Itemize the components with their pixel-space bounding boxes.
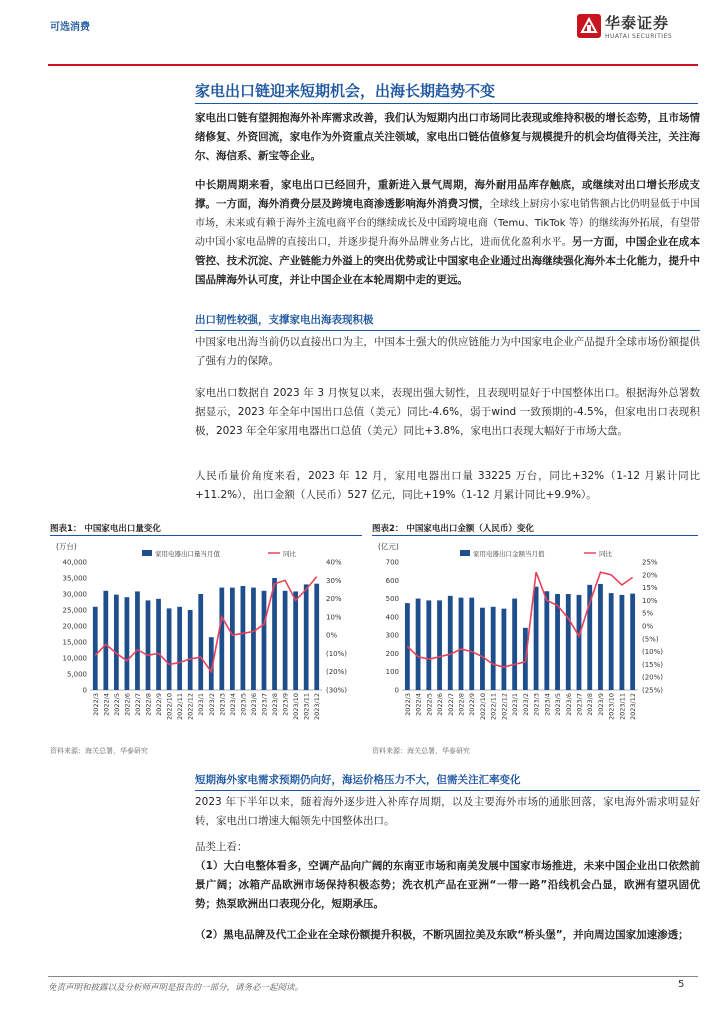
bar [416,599,421,690]
y2-tick-label: 0% [326,631,338,640]
bar [598,584,603,690]
x-tick-label: 2022/3 [91,693,100,716]
x-tick-label: 2023/7 [575,693,584,716]
bar [272,578,277,690]
bar [501,609,506,690]
y2-tick-label: (30%) [326,686,348,695]
midterm-paragraph [195,176,700,290]
chart1-title-rule [50,535,362,536]
y2-tick-label: (20%) [642,673,664,682]
chart2-export-value [372,538,698,738]
bar [426,600,431,690]
x-tick-label: 2022/6 [123,693,132,716]
page-number: 5 [678,979,685,990]
bar [177,607,182,690]
y2-tick-label: 20% [326,595,342,604]
chart1-source: 资料来源：海关总署，华泰研究 [50,747,148,755]
x-tick-label: 2023/4 [543,693,552,716]
x-tick-label: 2022/8 [457,693,466,716]
bar [262,591,267,690]
y-tick-label: 400 [385,613,399,622]
bar [459,598,464,690]
x-tick-label: 2022/12 [500,693,509,721]
x-tick-label: 2022/10 [478,693,487,721]
y2-tick-label: 5% [642,609,654,618]
bar [304,584,309,690]
y2-tick-label: (25%) [642,686,664,695]
y2-tick-label: 30% [326,576,342,585]
x-tick-label: 2023/2 [521,693,530,716]
subhead-underline [195,330,700,331]
x-tick-label: 2023/8 [271,693,280,716]
legend-line-label: 同比 [283,550,296,558]
legend-bar-label: 家用电器出口金额当月值 [473,550,545,558]
x-tick-label: 2023/5 [239,693,248,716]
y2-tick-label: 15% [642,584,658,593]
bar [480,608,485,690]
y2-tick-label: 20% [642,571,658,580]
chart2-title-rule [372,535,698,536]
supply-chain-paragraph: 中国家电出海当前仍以直接出口为主，中国本土强大的供应链能力为中国家电企业产品提升全球市场份额提供了强有力的保障。 [195,336,700,367]
midterm-lead: 中长期周期来看，家电出口已经回升，重新进入景气周期，海外耐用品库存触底，或继续对出口增长形成支撑。一方面，海外消费分层及跨境电商渗透影响海外消费习惯， [195,179,700,210]
white-goods-item: （1）大白电整体看多，空调产品向广阔的东南亚市场和南美发展中国家市场推进，未来中国企业出口依然前景广阔；冰箱产品欧洲市场保持积极态势；洗衣机产品在亚洲“一带一路”沿线机会凸显，欧洲有望巩固优势；热泵欧洲出口表现分化，短期承压。 [195,860,700,910]
x-tick-label: 2023/11 [618,693,627,721]
bar [630,594,635,690]
y-tick-label: 15,000 [62,638,87,647]
y-tick-label: 0 [394,686,399,695]
y2-tick-label: (10%) [326,649,348,658]
bar [219,588,224,690]
x-tick-label: 2023/12 [313,693,322,721]
disclaimer-footer: 免责声明和披露以及分析师声明是报告的一部分，请务必一起阅读。 [48,983,304,993]
subhead-export-resilience: 出口韧性较强，支撑家电出海表现积极 [195,314,374,326]
x-tick-label: 2023/2 [207,693,216,716]
category-lead: 品类上看： [195,841,248,853]
bar [544,591,549,690]
section-title-underline [195,103,698,104]
x-tick-label: 2023/8 [586,693,595,716]
subhead-underline [195,790,700,791]
export-data-paragraph: 家电出口数据自 2023 年 3 月恢复以来，表现出强大韧性，且表现明显好于中国整体出口。根据海外总署数据显示，2023 年全年中国出口总值（美元）同比-4.6%，弱于wind 一致预期的-4.5%，但家电出口表现积极，2023 年全年家用电器出口总值（美元）同比+3.8%，家电出口表现大幅好于市场大盘。 [195,387,700,437]
huatai-logo-icon [577,14,601,38]
y-tick-label: 200 [385,649,399,658]
bar [469,598,474,690]
y-tick-label: 10,000 [62,654,87,663]
y2-tick-label: 10% [642,596,658,605]
y2-tick-label: (20%) [326,668,348,677]
y-axis-unit: (万台) [56,542,77,551]
x-tick-label: 2023/3 [218,693,227,716]
midterm-conclusion: 另一方面，中国企业在成本管控、技术沉淀、产业链能力外溢上的突出优势或让中国家电企业通过出海继续强化海外本土化能力，提升中国品牌海外认可度，并让中国企业在本轮周期中走的更远。 [195,236,700,286]
x-tick-label: 2022/3 [403,693,412,716]
x-tick-label: 2022/4 [414,693,423,716]
chart1-title: 图表1： 中国家电出口量变化 [50,524,161,534]
huatai-logo [577,10,695,44]
bar [609,593,614,690]
bar [251,588,256,690]
chart2-source: 资料来源：海关总署，华泰研究 [372,747,470,755]
x-tick-label: 2023/3 [532,693,541,716]
bar [125,597,130,690]
x-tick-label: 2023/9 [596,693,605,716]
bar [167,608,172,690]
x-tick-label: 2023/6 [564,693,573,716]
y-axis-unit: (亿元) [378,542,399,551]
bar [314,584,319,690]
header-divider [48,64,698,66]
x-tick-label: 2023/9 [281,693,290,716]
x-tick-label: 2022/7 [446,693,455,716]
y2-tick-label: (10%) [642,648,664,657]
logo-chinese-name: 华泰证券 [605,14,670,32]
bar [512,599,517,690]
x-tick-label: 2022/10 [165,693,174,721]
bar [566,594,571,690]
y2-tick-label: 0% [642,622,654,631]
x-tick-label: 2023/5 [554,693,563,716]
x-tick-label: 2022/4 [102,693,111,716]
bar [577,595,582,690]
legend-bar-swatch [142,550,152,556]
x-tick-label: 2023/12 [629,693,638,721]
x-tick-label: 2023/10 [292,693,301,721]
bar [619,595,624,690]
bar [188,610,193,690]
footer-divider [48,976,698,977]
section-title: 家电出口链迎来短期机会，出海长期趋势不变 [195,82,496,100]
bar [114,595,119,690]
black-goods-item: （2）黑电品牌及代工企业在全球份额提升积极，不断巩固拉美及东欧“桥头堡”，并向周边国家加速渗透； [195,929,689,941]
y-tick-label: 700 [385,558,399,567]
y-tick-label: 100 [385,668,399,677]
y-tick-label: 500 [385,595,399,604]
y-tick-label: 5,000 [66,670,87,679]
x-tick-label: 2022/11 [176,693,185,721]
chart1-export-volume [50,538,362,738]
chart2-title: 图表2： 中国家电出口金额（人民币）变化 [372,524,534,534]
y-tick-label: 25,000 [62,606,87,615]
y-tick-label: 30,000 [62,590,87,599]
legend-bar-label: 家用电器出口量当月值 [155,550,220,558]
y2-tick-label: (5%) [642,635,659,644]
y2-tick-label: 40% [326,558,342,567]
bar [103,591,108,690]
intro-paragraph: 家电出口链有望拥抱海外补库需求改善，我们认为短期内出口市场同比表现或维持积极的增长态势，且市场情绪修复、外资回流，家电作为外资重点关注领域，家电出口链估值修复与规模提升的机会均值得关注，关注海尔、海信系、新宝等企业。 [195,112,700,162]
x-tick-label: 2023/1 [511,693,520,716]
bar [437,600,442,690]
bar [241,586,246,690]
bar [534,587,539,690]
x-tick-label: 2022/11 [489,693,498,721]
bar [156,599,161,690]
y2-tick-label: (15%) [642,660,664,669]
demand-paragraph: 2023 年下半年以来，随着海外逐步进入补库存周期，以及主要海外市场的通胀回落，家电海外需求明显好转，家电出口增速大幅领先中国整体出口。 [195,796,700,827]
bar [135,591,140,690]
x-tick-label: 2023/6 [249,693,258,716]
x-tick-label: 2022/6 [436,693,445,716]
bar [448,596,453,690]
bar [198,594,203,690]
x-tick-label: 2023/10 [607,693,616,721]
x-tick-label: 2022/5 [112,693,121,716]
rmb-volume-paragraph: 人民币量价角度来看，2023 年 12 月，家用电器出口量 33225 万台，同比+32%（1-12 月累计同比+11.2%），出口金额（人民币）527 亿元，同比+19%（1-12 月累计同比+9.9%）。 [195,470,700,501]
subhead-short-term-demand: 短期海外家电需求预期仍向好，海运价格压力不大，但需关注汇率变化 [195,774,521,786]
y2-tick-label: 25% [642,558,658,567]
y-tick-label: 20,000 [62,622,87,631]
bar [146,600,151,690]
y-tick-label: 300 [385,631,399,640]
x-tick-label: 2023/7 [260,693,269,716]
x-tick-label: 2022/9 [155,693,164,716]
y-tick-label: 40,000 [62,558,87,567]
bar [293,591,298,690]
bar [93,607,98,690]
bar [491,607,496,690]
x-tick-label: 2023/11 [302,693,311,721]
x-tick-label: 2022/7 [133,693,142,716]
y-tick-label: 600 [385,576,399,585]
report-category: 可选消费 [50,22,90,33]
x-tick-label: 2022/9 [468,693,477,716]
bar [230,588,235,690]
x-tick-label: 2023/4 [228,693,237,716]
x-tick-label: 2022/12 [186,693,195,721]
y2-tick-label: 10% [326,613,342,622]
y-tick-label: 35,000 [62,574,87,583]
legend-bar-swatch [460,550,470,556]
x-tick-label: 2022/5 [425,693,434,716]
legend-line-label: 同比 [599,550,612,558]
bar [283,591,288,690]
x-tick-label: 2022/8 [144,693,153,716]
midterm-body: 全球线上厨房小家电销售额占比仍明显低于中国市场，未来或有赖于海外主流电商平台的继续成长及中国跨境电商（Temu、TikTok 等）的继续海外拓展，有望带动中国小家电品牌的直接出口，并逐步提升海外品牌业务占比，进而优化盈利水平。 [195,199,701,248]
logo-english-name: HUATAI SECURITIES [605,33,673,40]
x-tick-label: 2023/1 [197,693,206,716]
y-tick-label: 0 [82,686,87,695]
